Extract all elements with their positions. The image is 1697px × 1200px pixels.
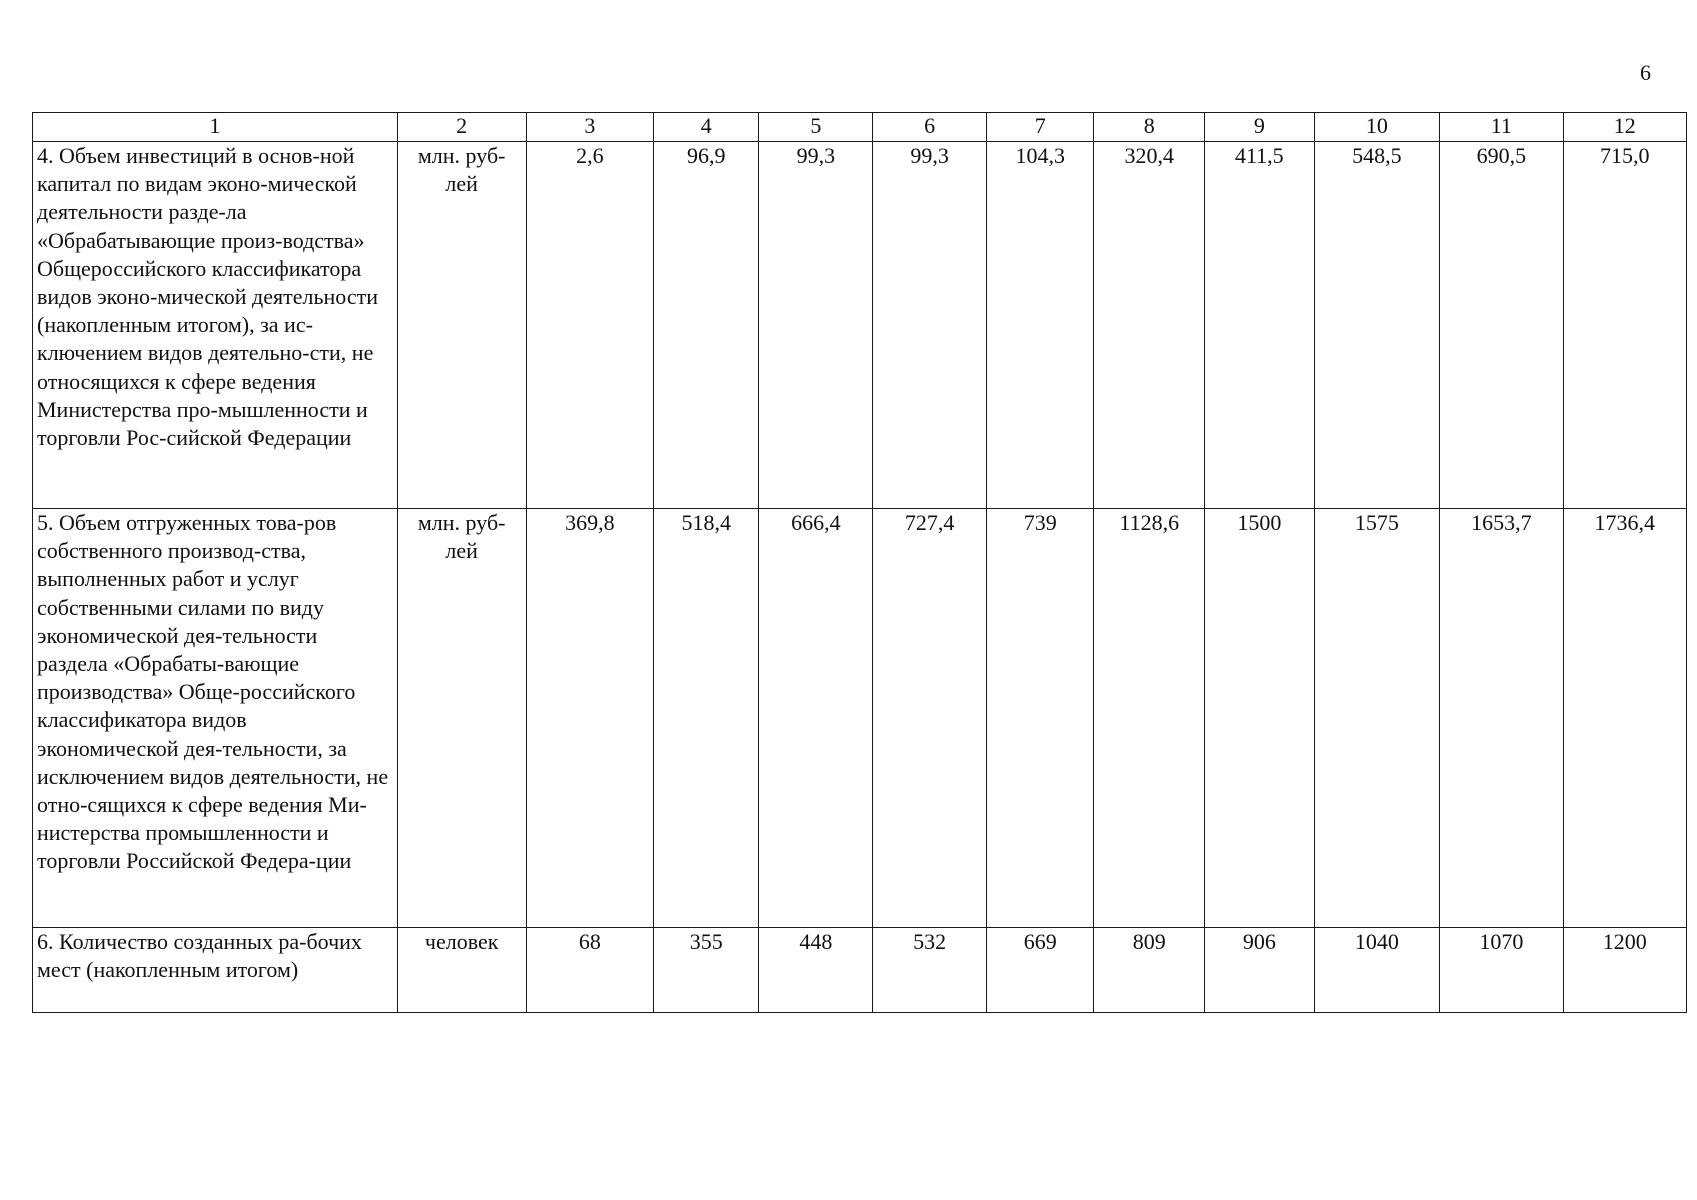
value-cell: 739 [987, 509, 1094, 928]
value-cell: 666,4 [759, 509, 873, 928]
value-cell: 96,9 [654, 142, 759, 509]
indicator-description: 6. Количество созданных ра-бочих мест (накопленным итогом) [33, 928, 398, 1013]
value-cell: 1040 [1314, 928, 1440, 1013]
value-cell: 369,8 [526, 509, 654, 928]
column-header: 10 [1314, 113, 1440, 142]
indicator-description: 5. Объем отгруженных това-ров собственного производ-ства, выполненных работ и услуг собственными силами по виду экономической дея-тельности раздела «Обрабаты-вающие производства» Обще-российского классификатора видов экономической дея-тельности, за исключением видов деятельности, не отно-сящихся к сфере ведения Ми-нистерства промышленности и торговли Российской Федера-ции [33, 509, 398, 928]
value-cell: 1500 [1205, 509, 1315, 928]
value-cell: 1736,4 [1563, 509, 1687, 928]
indicator-unit: млн. руб-лей [397, 509, 526, 928]
column-header: 9 [1205, 113, 1315, 142]
value-cell: 1128,6 [1094, 509, 1205, 928]
value-cell: 906 [1205, 928, 1315, 1013]
page-number: 6 [1640, 60, 1651, 85]
value-cell: 448 [759, 928, 873, 1013]
table-row [33, 509, 1687, 928]
table-header-row [33, 113, 1687, 142]
column-header: 5 [759, 113, 873, 142]
table-row [33, 142, 1687, 509]
indicator-unit: человек [397, 928, 526, 1013]
value-cell: 809 [1094, 928, 1205, 1013]
column-header: 12 [1563, 113, 1687, 142]
column-header: 6 [873, 113, 987, 142]
value-cell: 727,4 [873, 509, 987, 928]
column-header: 3 [526, 113, 654, 142]
column-header: 1 [33, 113, 398, 142]
value-cell: 532 [873, 928, 987, 1013]
indicator-unit: млн. руб-лей [397, 142, 526, 509]
column-header: 8 [1094, 113, 1205, 142]
value-cell: 669 [987, 928, 1094, 1013]
column-header: 7 [987, 113, 1094, 142]
value-cell: 690,5 [1440, 142, 1563, 509]
value-cell: 355 [654, 928, 759, 1013]
value-cell: 411,5 [1205, 142, 1315, 509]
value-cell: 1070 [1440, 928, 1563, 1013]
column-header: 4 [654, 113, 759, 142]
value-cell: 1575 [1314, 509, 1440, 928]
value-cell: 518,4 [654, 509, 759, 928]
indicator-description: 4. Объем инвестиций в основ-ной капитал по видам эконо-мической деятельности разде-ла «Обрабатывающие произ-водства» Общероссийского классификатора видов эконо-мической деятельности (накопленным итогом), за ис-ключением видов деятельно-сти, не относящихся к сфере ведения Министерства про-мышленности и торговли Рос-сийской Федерации [33, 142, 398, 509]
data-table [32, 112, 1687, 1013]
table-row [33, 928, 1687, 1013]
column-header: 2 [397, 113, 526, 142]
value-cell: 99,3 [759, 142, 873, 509]
value-cell: 2,6 [526, 142, 654, 509]
value-cell: 715,0 [1563, 142, 1687, 509]
value-cell: 99,3 [873, 142, 987, 509]
value-cell: 68 [526, 928, 654, 1013]
value-cell: 1200 [1563, 928, 1687, 1013]
value-cell: 548,5 [1314, 142, 1440, 509]
value-cell: 104,3 [987, 142, 1094, 509]
value-cell: 320,4 [1094, 142, 1205, 509]
value-cell: 1653,7 [1440, 509, 1563, 928]
column-header: 11 [1440, 113, 1563, 142]
